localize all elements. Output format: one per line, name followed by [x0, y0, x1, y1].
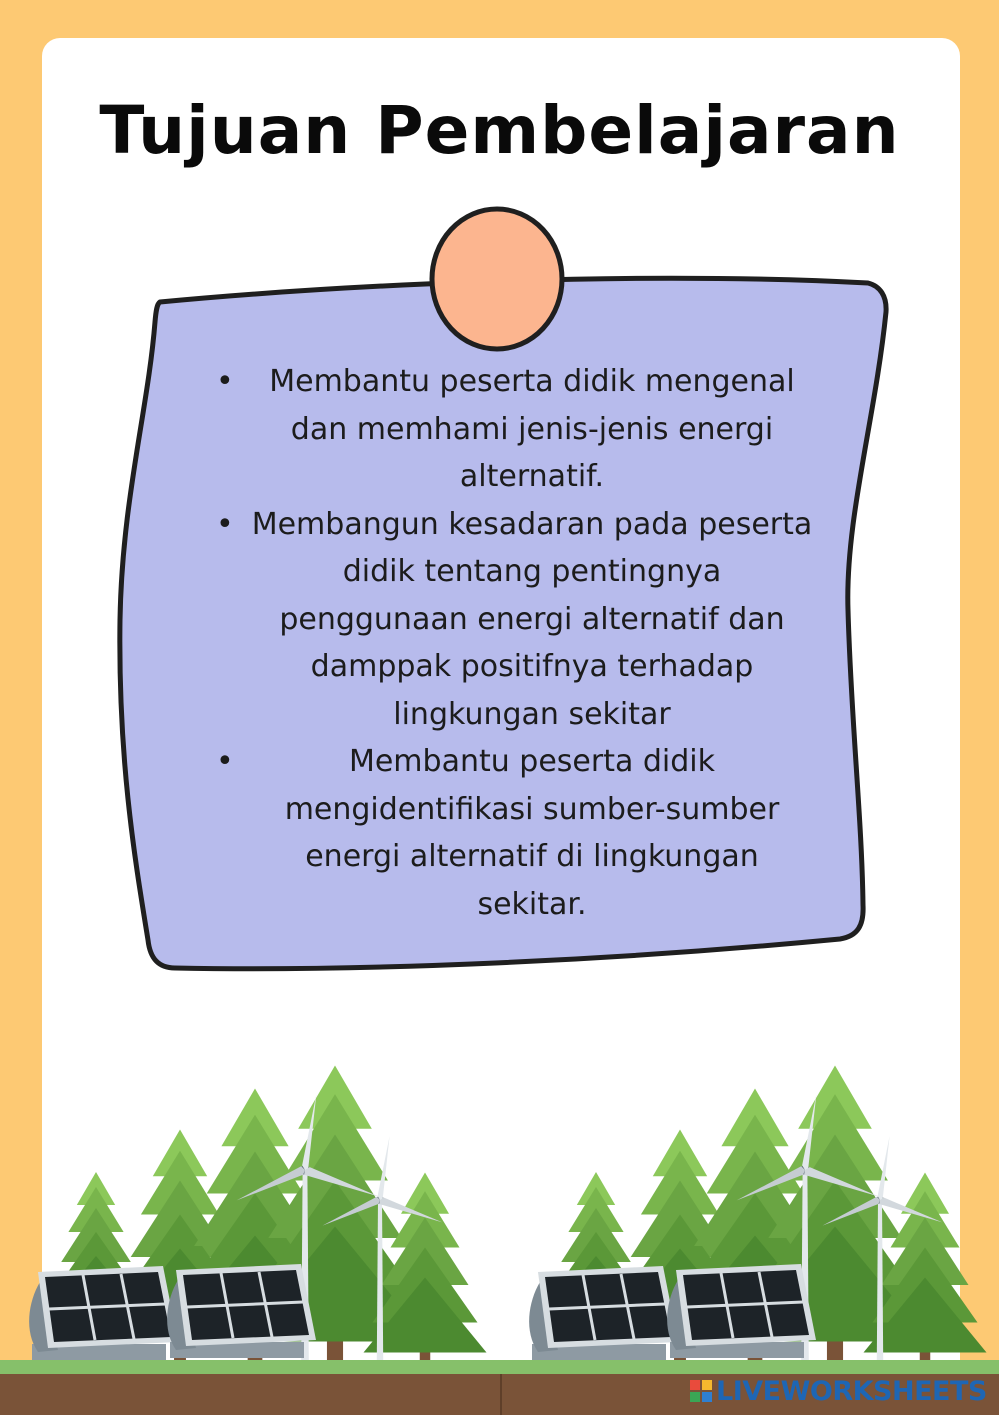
solar-panel-icon: [529, 1266, 678, 1360]
goal-item: • Membantu peserta didik mengenal dan memhami jenis-jenis energi alternatif.: [210, 358, 814, 501]
goal-item: • Membantu peserta didik mengidentifikasi sumber-sumber energi alternatif di lingkungan sekitar.: [210, 738, 814, 928]
solar-panel-icon: [29, 1266, 178, 1360]
goal-item: • Membangun kesadaran pada peserta didik tentang pentingnya penggunaan energi alternatif dan damppak positifnya terhadap lingkungan sekitar: [210, 501, 814, 739]
liveworksheets-watermark: [690, 1374, 987, 1408]
grass-strip: [0, 1360, 999, 1374]
solar-panel-icon: [167, 1264, 316, 1358]
landscape-illustration: [0, 1060, 999, 1415]
liveworksheets-logo-icon: [690, 1380, 712, 1402]
page-title: Tujuan Pembelajaran: [99, 92, 900, 169]
watermark-text: LIVEWORKSHEETS: [716, 1375, 987, 1407]
solar-panel-icon: [667, 1264, 816, 1358]
pin-icon: [432, 209, 562, 349]
goal-list: [210, 358, 814, 928]
